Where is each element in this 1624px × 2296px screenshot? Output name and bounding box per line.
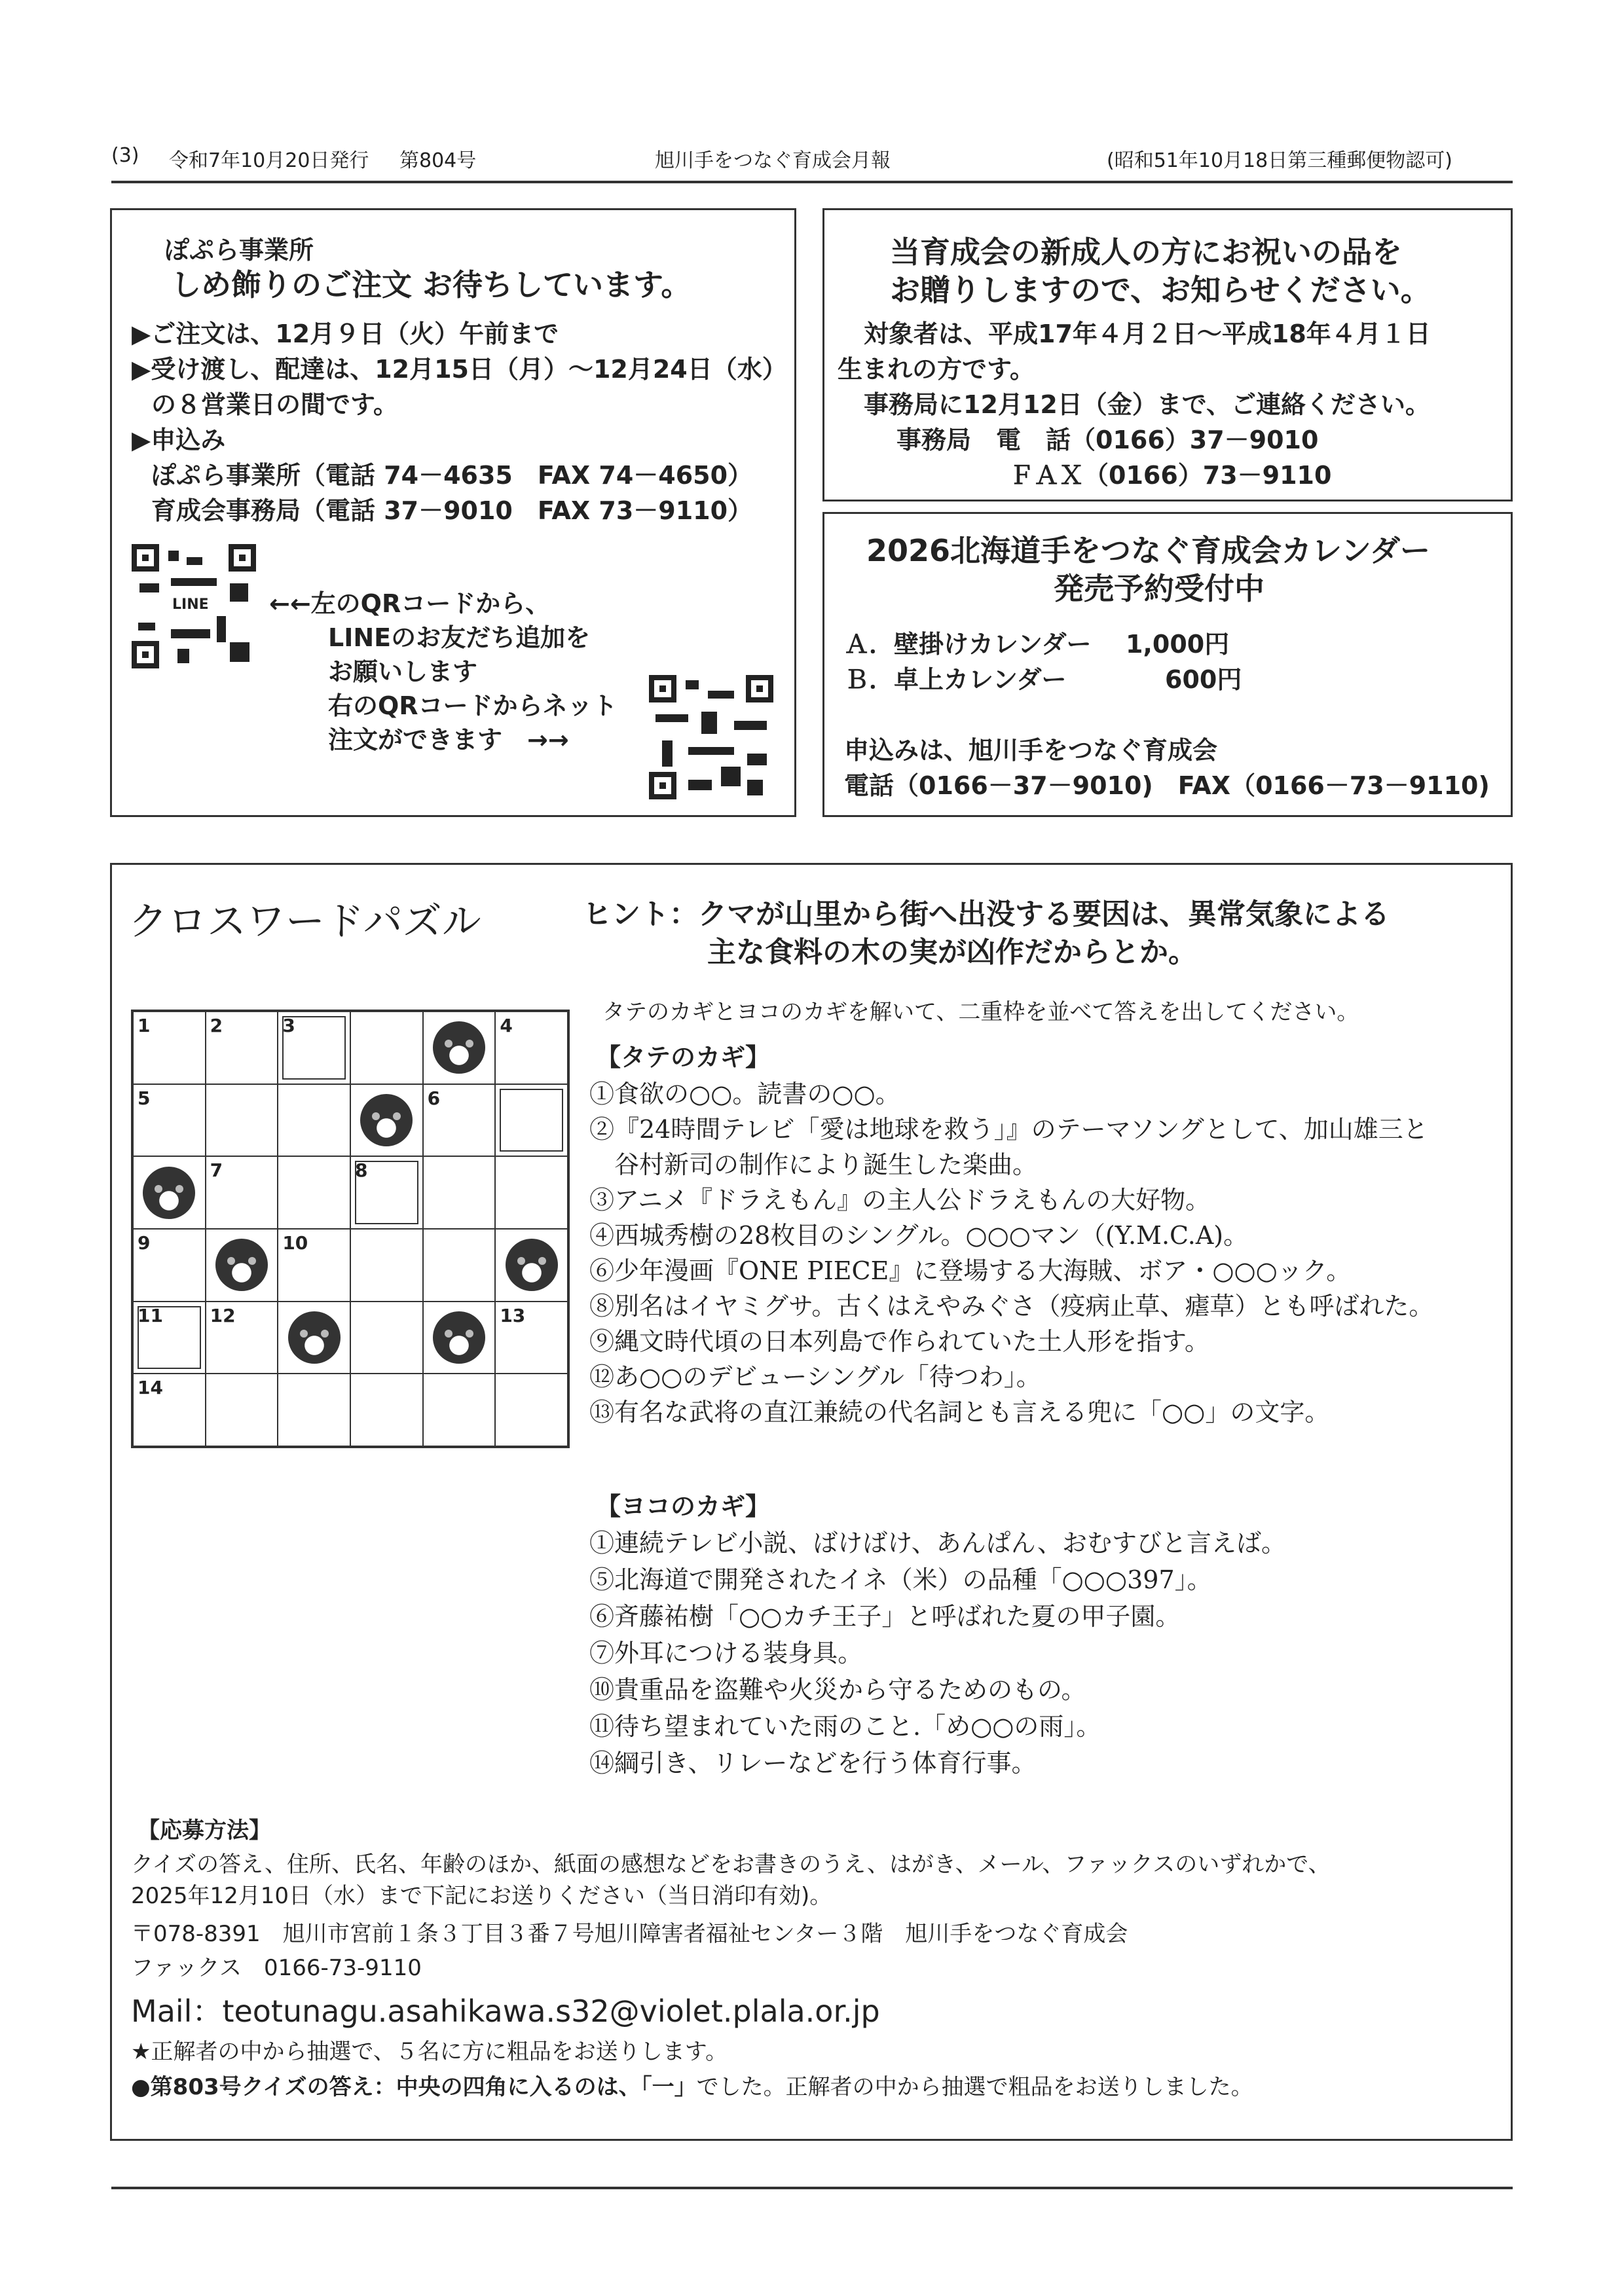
new-adult-line1: 対象者は、平成17年４月２日～平成18年４月１日 — [864, 319, 1431, 348]
tate-clue: ⑨縄文時代頃の日本列島で作られていた土人形を指す。 — [589, 1327, 1209, 1356]
cell-number: 5 — [138, 1087, 151, 1109]
crossword-cell[interactable] — [350, 1156, 423, 1229]
cell-number: 6 — [427, 1087, 441, 1109]
new-adult-line5: ＦＡＸ（0166）73－9110 — [1009, 461, 1332, 490]
blocked-cell — [278, 1302, 350, 1374]
cat-icon — [215, 1239, 268, 1291]
crossword-cell[interactable] — [350, 1374, 423, 1446]
crossword-cell[interactable] — [423, 1156, 496, 1229]
crossword-cell[interactable] — [278, 1374, 350, 1446]
cell-number: 8 — [354, 1159, 368, 1182]
cell-number: 3 — [282, 1015, 295, 1036]
crossword-hint1: ヒント：クマが山里から街へ出没する要因は、異常気象による — [583, 898, 1390, 931]
yoko-clue: ⑭綱引き、リレーなどを行う体育行事。 — [589, 1749, 1037, 1777]
crossword-cell[interactable] — [206, 1374, 278, 1446]
new-adult-line2: 生まれの方です。 — [838, 355, 1035, 384]
crossword-intro: タテのカギとヨコのカギを解いて、二重枠を並べて答えを出してください。 — [602, 999, 1359, 1025]
postal-note: (昭和51年10月18日第三種郵便物認可) — [1107, 149, 1452, 172]
popura-line4: ▶申込み — [132, 426, 226, 454]
tate-clue: ②『24時間テレビ「愛は地球を救う」』のテーマソングとして、加山雄三と — [589, 1115, 1428, 1144]
crossword-cell[interactable] — [423, 1374, 496, 1446]
apply-note: ★正解者の中から抽選で、５名に方に粗品をお送りします。 — [131, 2039, 728, 2065]
crossword-grid[interactable] — [131, 1010, 570, 1448]
apply-line1: クイズの答え、住所、氏名、年齢のほか、紙面の感想などをお書きのうえ、はがき、メール、ファックスのいずれかで、 — [131, 1851, 1331, 1878]
apply-line3: 〒078-8391 旭川市宮前１条３丁目３番７号旭川障害者福祉センター３階 旭川手をつなぐ育成会 — [131, 1921, 1128, 1947]
crossword-cell[interactable] — [350, 1302, 423, 1374]
blocked-cell — [206, 1229, 278, 1302]
tate-clue: ④西城秀樹の28枚目のシングル。○○○マン（(Y.M.C.A)。 — [589, 1221, 1249, 1250]
header-rule — [111, 181, 1513, 183]
blocked-cell — [133, 1156, 206, 1229]
crossword-cell[interactable] — [278, 1229, 350, 1302]
calendar-line1: 申込みは、旭川手をつなぐ育成会 — [844, 736, 1218, 765]
publication-title: 旭川手をつなぐ育成会月報 — [655, 149, 891, 172]
popura-line3: の８営業日の間です。 — [151, 390, 398, 419]
crossword-cell[interactable] — [495, 1011, 568, 1084]
tate-clue: ⑫あ○○のデビューシングル「待つわ」。 — [589, 1362, 1041, 1391]
crossword-cell[interactable] — [350, 1011, 423, 1084]
crossword-cell[interactable] — [133, 1302, 206, 1374]
qr-line3: お願いします — [328, 657, 478, 686]
quiz-answer-bold: ●第803号クイズの答え：中央の四角に入るのは、「一」 — [131, 2074, 697, 2100]
crossword-cell[interactable] — [206, 1156, 278, 1229]
crossword-cell[interactable] — [278, 1156, 350, 1229]
line-qr-code[interactable] — [132, 544, 256, 668]
cell-number: 4 — [500, 1015, 513, 1036]
cell-number: 13 — [500, 1304, 526, 1326]
crossword-cell[interactable] — [206, 1302, 278, 1374]
cell-number: 12 — [210, 1304, 236, 1326]
cell-number: 11 — [138, 1304, 163, 1326]
apply-heading: 【応募方法】 — [138, 1817, 271, 1844]
crossword-hint2: 主な食料の木の実が凶作だからとか。 — [707, 936, 1197, 969]
new-adult-line3: 事務局に12月12日（金）まで、ご連絡ください。 — [864, 390, 1431, 419]
apply-line4: ファックス 0166-73-9110 — [131, 1955, 422, 1981]
blocked-cell — [350, 1084, 423, 1157]
qr-line5: 注文ができます →→ — [328, 725, 569, 754]
crossword-cell[interactable] — [495, 1374, 568, 1446]
blocked-cell — [423, 1302, 496, 1374]
cell-number: 10 — [282, 1231, 308, 1254]
tate-clue: ⑧別名はイヤミグサ。古くはえやみぐさ（疫病止草、瘧草）とも呼ばれた。 — [589, 1292, 1434, 1321]
cat-icon — [143, 1167, 195, 1219]
cell-number: 1 — [138, 1015, 151, 1036]
line-qr-label: LINE — [170, 595, 212, 614]
crossword-cell[interactable] — [423, 1229, 496, 1302]
cell-number: 9 — [138, 1231, 151, 1254]
calendar-item-a: Ａ．壁掛けカレンダー — [844, 630, 1092, 659]
new-adult-title2: お贈りしますので、お知らせください。 — [890, 272, 1431, 308]
calendar-price-a: 1,000円 — [1126, 630, 1230, 659]
calendar-title2: 発売予約受付中 — [1054, 571, 1264, 606]
crossword-cell[interactable] — [278, 1011, 350, 1084]
calendar-line2: 電話（0166－37－9010) FAX（0166－73－9110) — [844, 771, 1490, 800]
crossword-cell[interactable] — [133, 1229, 206, 1302]
calendar-item-b: Ｂ．卓上カレンダー — [844, 665, 1067, 694]
new-adult-box — [822, 208, 1513, 501]
quiz-answer-rest: でした。正解者の中から抽選で粗品をお送りしました。 — [696, 2074, 1253, 2100]
new-adult-line4: 事務局 電 話（0166）37－9010 — [896, 426, 1319, 454]
page-number: (3) — [111, 144, 139, 167]
qr-line2: LINEのお友だち追加を — [328, 623, 591, 652]
tate-clue: ⑥少年漫画『ONE PIECE』に登場する大海賊、ボア・○○○ック。 — [589, 1256, 1352, 1285]
popura-box — [110, 208, 796, 817]
issue-date: 令和7年10月20日発行 — [169, 149, 369, 172]
yoko-clue: ⑩貴重品を盗難や火災から守るためのもの。 — [589, 1675, 1086, 1704]
yoko-clue: ⑦外耳につける装身具。 — [589, 1639, 863, 1667]
cat-icon — [433, 1311, 485, 1364]
crossword-cell[interactable] — [495, 1084, 568, 1157]
cat-icon — [433, 1021, 485, 1074]
popura-office: ぽぷら事業所 — [164, 236, 314, 264]
crossword-cell[interactable] — [278, 1084, 350, 1157]
popura-line2: ▶受け渡し、配達は、12月15日（月）～12月24日（水） — [132, 355, 787, 384]
crossword-cell[interactable] — [495, 1156, 568, 1229]
yoko-clue: ⑪待ち望まれていた雨のこと.「め○○の雨」。 — [589, 1712, 1101, 1741]
footer-rule — [111, 2187, 1513, 2189]
calendar-box — [822, 512, 1513, 817]
calendar-title1: 2026北海道手をつなぐ育成会カレンダー — [866, 533, 1431, 568]
tate-clue: 谷村新司の制作により誕生した楽曲。 — [589, 1150, 1038, 1179]
crossword-title: クロスワードパズル — [128, 899, 481, 945]
yoko-heading: 【ヨコのカギ】 — [596, 1491, 771, 1521]
yoko-clue: ⑤北海道で開発されたイネ（米）の品種「○○○397」。 — [589, 1565, 1212, 1594]
qr-line4: 右のQRコードからネット — [328, 691, 618, 720]
qr-line1: ←←左のQRコードから、 — [269, 589, 551, 618]
new-adult-title1: 当育成会の新成人の方にお祝いの品を — [890, 234, 1402, 270]
crossword-cell[interactable] — [133, 1084, 206, 1157]
tate-heading: 【タテのカギ】 — [596, 1042, 771, 1072]
apply-mail[interactable]: Mail：teotunagu.asahikawa.s32@violet.plala.or.jp — [131, 1994, 880, 2029]
crossword-cell[interactable] — [423, 1084, 496, 1157]
calendar-price-b: 600円 — [1165, 665, 1242, 694]
cell-number: 14 — [138, 1377, 163, 1399]
cat-icon — [288, 1311, 341, 1364]
tate-clue: ①食欲の○○。読書の○○。 — [589, 1080, 900, 1108]
crossword-cell[interactable] — [350, 1229, 423, 1302]
crossword-cell[interactable] — [206, 1011, 278, 1084]
cell-number: 2 — [210, 1015, 223, 1036]
cell-number: 7 — [210, 1159, 223, 1182]
crossword-cell[interactable] — [133, 1011, 206, 1084]
tate-clue: ⑬有名な武将の直江兼続の代名詞とも言える兜に「○○」の文字。 — [589, 1398, 1330, 1427]
popura-line1: ▶ご注文は、12月９日（火）午前まで — [132, 319, 559, 348]
cat-icon — [360, 1094, 413, 1146]
cat-icon — [506, 1239, 558, 1291]
popura-line5: ぽぷら事業所（電話 74－4635 FAX 74－4650） — [151, 461, 753, 490]
popura-line6: 育成会事務局（電話 37－9010 FAX 73－9110） — [151, 496, 753, 525]
yoko-clue: ⑥斉藤祐樹「○○カチ王子」と呼ばれた夏の甲子園。 — [589, 1602, 1181, 1631]
blocked-cell — [495, 1229, 568, 1302]
crossword-cell[interactable] — [206, 1084, 278, 1157]
quiz-answer — [131, 2069, 1253, 2101]
order-qr-code[interactable] — [649, 675, 773, 799]
issue-number: 第804号 — [399, 149, 477, 172]
popura-title: しめ飾りのご注文 お待ちしています。 — [171, 267, 692, 302]
tate-clue: ③アニメ『ドラえもん』の主人公ドラえもんの大好物。 — [589, 1186, 1211, 1214]
apply-line2: 2025年12月10日（水）まで下記にお送りください（当日消印有効)。 — [131, 1883, 832, 1909]
yoko-clue: ①連続テレビ小説、ばけばけ、あんぱん、おむすびと言えば。 — [589, 1529, 1287, 1558]
crossword-cell[interactable] — [495, 1302, 568, 1374]
crossword-cell[interactable] — [133, 1374, 206, 1446]
blocked-cell — [423, 1011, 496, 1084]
